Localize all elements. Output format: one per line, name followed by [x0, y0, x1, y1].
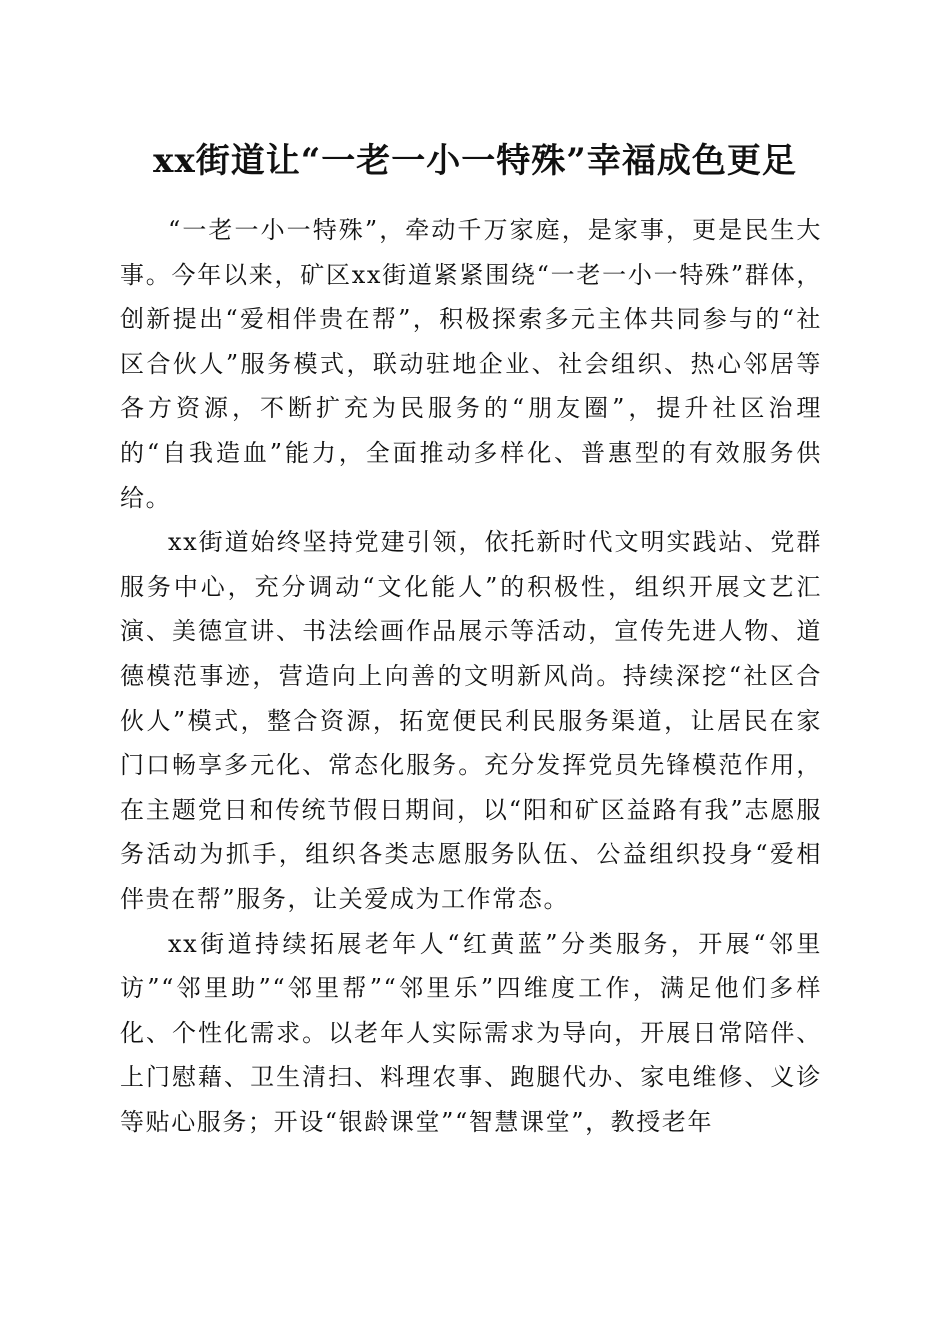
document-title: xx街道让“一老一小一特殊”幸福成色更足 — [153, 141, 797, 181]
document-body — [120, 208, 822, 1144]
paragraph-party-building: xx街道始终坚持党建引领，依托新时代文明实践站、党群服务中心，充分调动“文化能人”的积极性，组织开展文艺汇演、美德宣讲、书法绘画作品展示等活动，宣传先进人物、道德模范事迹，营造向上向善的文明新风尚。持续深挖“社区合伙人”模式，整合资源，拓宽便民利民服务渠道，让居民在家门口畅享多元化、常态化服务。充分发挥党员先锋模范作用，在主题党日和传统节假日期间，以“阳和矿区益路有我”志愿服务活动为抓手，组织各类志愿服务队伍、公益组织投身“爱相伴贵在帮”服务，让关爱成为工作常态。 — [120, 528, 822, 913]
paragraph-intro: “一老一小一特殊”，牵动千万家庭，是家事，更是民生大事。今年以来，矿区xx街道紧紧围绕“一老一小一特殊”群体，创新提出“爱相伴贵在帮”，积极探索多元主体共同参与的“社区合伙人”服务模式，联动驻地企业、社会组织、热心邻居等各方资源，不断扩充为民服务的“朋友圈”，提升社区治理的“自我造血”能力，全面推动多样化、普惠型的有效服务供给。 — [120, 216, 822, 512]
paragraph-elderly-services: xx街道持续拓展老年人“红黄蓝”分类服务，开展“邻里访”“邻里助”“邻里帮”“邻里乐”四维度工作，满足他们多样化、个性化需求。以老年人实际需求为导向，开展日常陪伴、上门慰藉、卫生清扫、料理农事、跑腿代办、家电维修、义诊等贴心服务；开设“银龄课堂”“智慧课堂”，教授老年 — [120, 929, 822, 1136]
